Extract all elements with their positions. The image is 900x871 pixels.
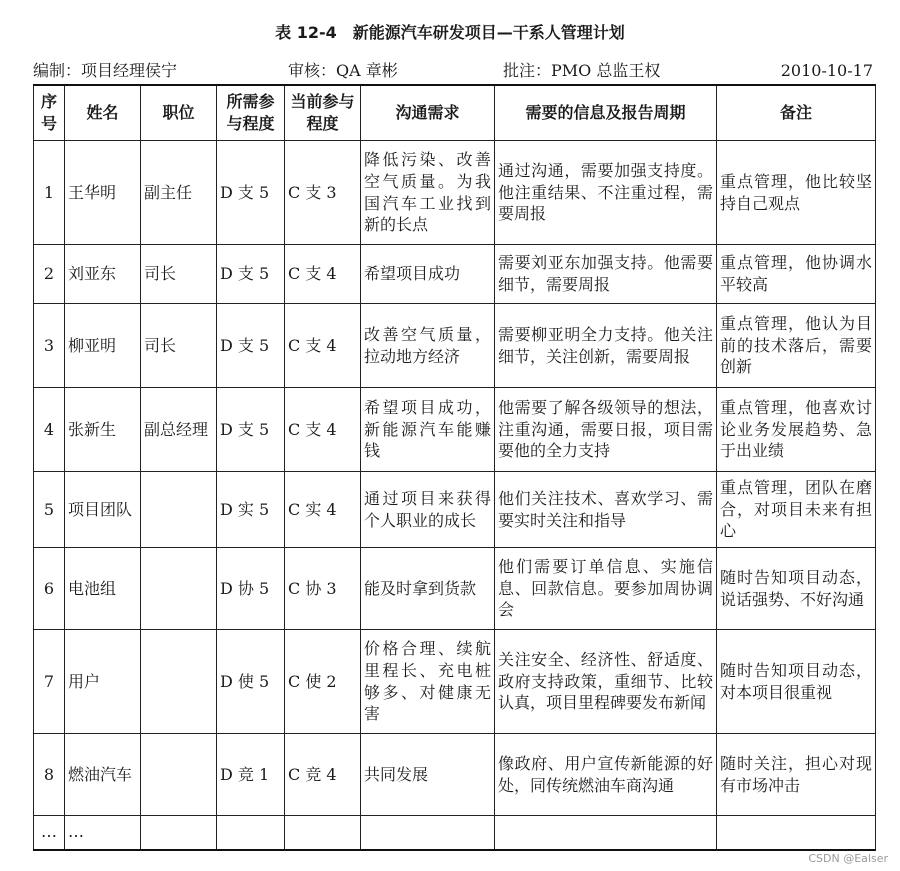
cell-current: C 支 3: [285, 141, 361, 245]
cell-position: 司长: [141, 245, 217, 304]
table-row: [34, 245, 876, 304]
cell-name: …: [65, 816, 141, 850]
cell-notes: 随时告知项目动态，说话强势、不好沟通: [717, 548, 876, 630]
cell-info: 需要刘亚东加强支持。他需要细节，需要周报: [495, 245, 717, 304]
cell-info: 像政府、用户宣传新能源的好处，同传统燃油车商沟通: [495, 734, 717, 816]
table-row: [34, 304, 876, 388]
cell-no: 1: [34, 141, 65, 245]
cell-position: [141, 734, 217, 816]
cell-name: 燃油汽车: [65, 734, 141, 816]
cell-position: 副主任: [141, 141, 217, 245]
cell-current: C 支 4: [285, 388, 361, 472]
watermark: CSDN @Ealser: [808, 852, 888, 865]
cell-no: 4: [34, 388, 65, 472]
table-row: [34, 630, 876, 734]
date-field: 2010-10-17: [780, 61, 873, 80]
cell-info: 通过沟通，需要加强支持度。他注重结果、不注重过程，需要周报: [495, 141, 717, 245]
cell-position: [141, 548, 217, 630]
cell-required: [217, 816, 285, 850]
cell-no: …: [34, 816, 65, 850]
table-row: [34, 388, 876, 472]
cell-notes: 重点管理，他认为目前的技术落后，需要创新: [717, 304, 876, 388]
cell-current: C 使 2: [285, 630, 361, 734]
cell-notes: 随时告知项目动态，对本项目很重视: [717, 630, 876, 734]
cell-communication: 降低污染、改善空气质量。为我国汽车工业找到新的长点: [361, 141, 495, 245]
cell-required: D 竞 1: [217, 734, 285, 816]
table-row: [34, 816, 876, 850]
cell-communication: 希望项目成功，新能源汽车能赚钱: [361, 388, 495, 472]
cell-no: 8: [34, 734, 65, 816]
header-current: 当前参与程度: [285, 85, 361, 141]
table-row: [34, 548, 876, 630]
header-name: 姓名: [65, 85, 141, 141]
stakeholder-table: [33, 84, 876, 851]
cell-required: D 支 5: [217, 304, 285, 388]
cell-name: 项目团队: [65, 472, 141, 548]
cell-required: D 支 5: [217, 245, 285, 304]
cell-communication: 通过项目来获得个人职业的成长: [361, 472, 495, 548]
header-communication: 沟通需求: [361, 85, 495, 141]
cell-communication: 改善空气质量，拉动地方经济: [361, 304, 495, 388]
cell-name: 用户: [65, 630, 141, 734]
approver-field: 批注：PMO 总监王权: [503, 61, 661, 80]
table-number: 表 12-4: [275, 23, 337, 42]
cell-no: 2: [34, 245, 65, 304]
cell-info: 他们需要订单信息、实施信息、回款信息。要参加周协调会: [495, 548, 717, 630]
cell-communication: 价格合理、续航里程长、充电桩够多、对健康无害: [361, 630, 495, 734]
cell-no: 3: [34, 304, 65, 388]
cell-no: 5: [34, 472, 65, 548]
cell-info: [495, 816, 717, 850]
table-header-row: [34, 85, 876, 141]
cell-communication: 能及时拿到货款: [361, 548, 495, 630]
cell-required: D 支 5: [217, 388, 285, 472]
cell-required: D 使 5: [217, 630, 285, 734]
cell-notes: 重点管理，团队在磨合，对项目未来有担心: [717, 472, 876, 548]
cell-position: [141, 630, 217, 734]
header-no: 序号: [34, 85, 65, 141]
reviewer-field: 审核：QA 章彬: [288, 61, 398, 80]
cell-name: 王华明: [65, 141, 141, 245]
cell-no: 7: [34, 630, 65, 734]
header-info: 需要的信息及报告周期: [495, 85, 717, 141]
cell-current: C 支 4: [285, 245, 361, 304]
table-row: [34, 141, 876, 245]
cell-position: 司长: [141, 304, 217, 388]
header-position: 职位: [141, 85, 217, 141]
cell-info: 他需要了解各级领导的想法，注重沟通，需要日报，项目需要他的全力支持: [495, 388, 717, 472]
cell-communication: 共同发展: [361, 734, 495, 816]
table-row: [34, 734, 876, 816]
cell-notes: 重点管理，他比较坚持自己观点: [717, 141, 876, 245]
cell-position: [141, 816, 217, 850]
document-title: [0, 20, 900, 43]
cell-name: 电池组: [65, 548, 141, 630]
cell-required: D 支 5: [217, 141, 285, 245]
cell-position: [141, 472, 217, 548]
cell-position: 副总经理: [141, 388, 217, 472]
cell-info: 他们关注技术、喜欢学习、需要实时关注和指导: [495, 472, 717, 548]
cell-current: C 实 4: [285, 472, 361, 548]
editor-field: 编制：项目经理侯宁: [33, 61, 178, 80]
cell-required: D 实 5: [217, 472, 285, 548]
cell-name: 张新生: [65, 388, 141, 472]
cell-required: D 协 5: [217, 548, 285, 630]
cell-name: 柳亚明: [65, 304, 141, 388]
header-notes: 备注: [717, 85, 876, 141]
cell-info: 需要柳亚明全力支持。他关注细节，关注创新，需要周报: [495, 304, 717, 388]
cell-current: C 协 3: [285, 548, 361, 630]
cell-notes: 重点管理，他协调水平较高: [717, 245, 876, 304]
cell-no: 6: [34, 548, 65, 630]
cell-communication: [361, 816, 495, 850]
cell-notes: [717, 816, 876, 850]
cell-current: [285, 816, 361, 850]
table-row: [34, 472, 876, 548]
cell-current: C 支 4: [285, 304, 361, 388]
cell-name: 刘亚东: [65, 245, 141, 304]
cell-current: C 竞 4: [285, 734, 361, 816]
cell-notes: 重点管理，他喜欢讨论业务发展趋势、急于出业绩: [717, 388, 876, 472]
table-title: 新能源汽车研发项目—干系人管理计划: [352, 23, 625, 42]
cell-info: 关注安全、经济性、舒适度、政府支持政策，重细节、比较认真，项目里程碑要发布新闻: [495, 630, 717, 734]
meta-line: [33, 58, 873, 84]
cell-communication: 希望项目成功: [361, 245, 495, 304]
cell-notes: 随时关注，担心对现有市场冲击: [717, 734, 876, 816]
header-required: 所需参与程度: [217, 85, 285, 141]
